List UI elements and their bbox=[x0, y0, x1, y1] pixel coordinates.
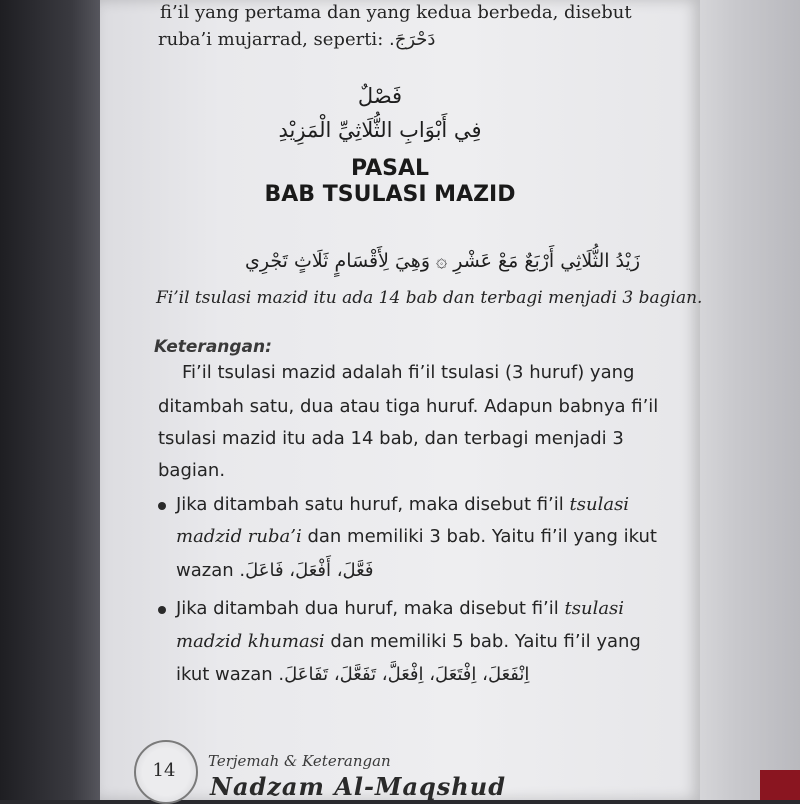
bullet2-line-3 bbox=[176, 664, 529, 685]
bullet2-line-2-text: dan memiliki 5 bab. Yaitu fi’il yang bbox=[324, 631, 641, 652]
section-heading-pasal: PASAL bbox=[350, 156, 430, 181]
bullet2-wazan-arabic: اِنْفَعَلَ، اِفْتَعَلَ، اِفْعَلَّ، تَفَعَّلَ، تَفَاعَلَ. bbox=[278, 664, 530, 685]
body-line-3: tsulasi mazid itu ada 14 bab, dan terbagi menjadi 3 bbox=[158, 428, 624, 449]
bullet1-line-3-text: wazan bbox=[176, 560, 240, 581]
bullet1-line-1-text: Jika ditambah satu huruf, maka disebut fi’il bbox=[176, 494, 570, 515]
bullet1-line-2-italic: madzid ruba’i bbox=[176, 526, 302, 547]
footer-title-line-2: Nadzam Al-Maqshud bbox=[210, 772, 506, 801]
footer-title-line-1: Terjemah & Keterangan bbox=[208, 752, 391, 770]
bullet1-line-1 bbox=[176, 494, 629, 515]
section-heading-bab: BAB TSULASI MAZID bbox=[264, 182, 516, 207]
bab-arabic-heading: فِي أَبْوَابِ الثُّلَاثِيِّ الْمَزِيْدِ bbox=[278, 118, 482, 142]
bullet2-line-1 bbox=[176, 598, 624, 619]
bullet2-line-1-text: Jika ditambah dua huruf, maka disebut fi’il bbox=[176, 598, 565, 619]
body-line-4: bagian. bbox=[158, 460, 226, 481]
intro-line-1: fi’il yang pertama dan yang kedua berbeda, disebut bbox=[160, 2, 632, 23]
adjacent-page-edge bbox=[690, 0, 800, 800]
verse-translation: Fi’il tsulasi mazid itu ada 14 bab dan terbagi menjadi 3 bagian. bbox=[156, 288, 703, 308]
bullet-dot-2 bbox=[158, 606, 166, 614]
nadzam-verse-arabic: زَيْدُ الثُّلَاثِي أَرْبَعٌ مَعْ عَشْرِ ۞ وَهِيَ لِأَقْسَامٍ ثَلَاثٍ تَجْرِي bbox=[245, 250, 640, 272]
bullet2-line-2-italic: madzid khumasi bbox=[176, 631, 325, 652]
bullet-dot-1 bbox=[158, 502, 166, 510]
intro-line-2 bbox=[158, 29, 435, 51]
body-line-2: ditambah satu, dua atau tiga huruf. Adapun babnya fi’il bbox=[158, 396, 659, 417]
bullet1-wazan-arabic: فَعَّلَ، أَفْعَلَ، فَاعَلَ. bbox=[239, 560, 374, 581]
bullet1-line-2 bbox=[176, 526, 657, 547]
bullet1-line-2-text: dan memiliki 3 bab. Yaitu fi’il yang ikut bbox=[301, 526, 657, 547]
book-page bbox=[100, 0, 703, 801]
bullet1-line-1-italic: tsulasi bbox=[569, 494, 630, 515]
bullet2-line-3-text: ikut wazan bbox=[176, 664, 279, 685]
intro-line-2-arabic: دَحْرَجَ. bbox=[388, 29, 436, 50]
bullet2-line-1-italic: tsulasi bbox=[564, 598, 625, 619]
body-line-1: Fi’il tsulasi mazid adalah fi’il tsulasi (3 huruf) yang bbox=[182, 362, 635, 383]
red-book-cover-corner bbox=[760, 770, 800, 800]
page-number: 14 bbox=[152, 760, 176, 781]
bullet1-line-3 bbox=[176, 560, 373, 581]
intro-line-2-text: ruba’i mujarrad, seperti: bbox=[158, 29, 389, 50]
bullet2-line-2 bbox=[176, 631, 641, 652]
fasl-arabic-heading: فَصْلٌ bbox=[357, 84, 403, 108]
keterangan-label: Keterangan: bbox=[154, 337, 272, 357]
